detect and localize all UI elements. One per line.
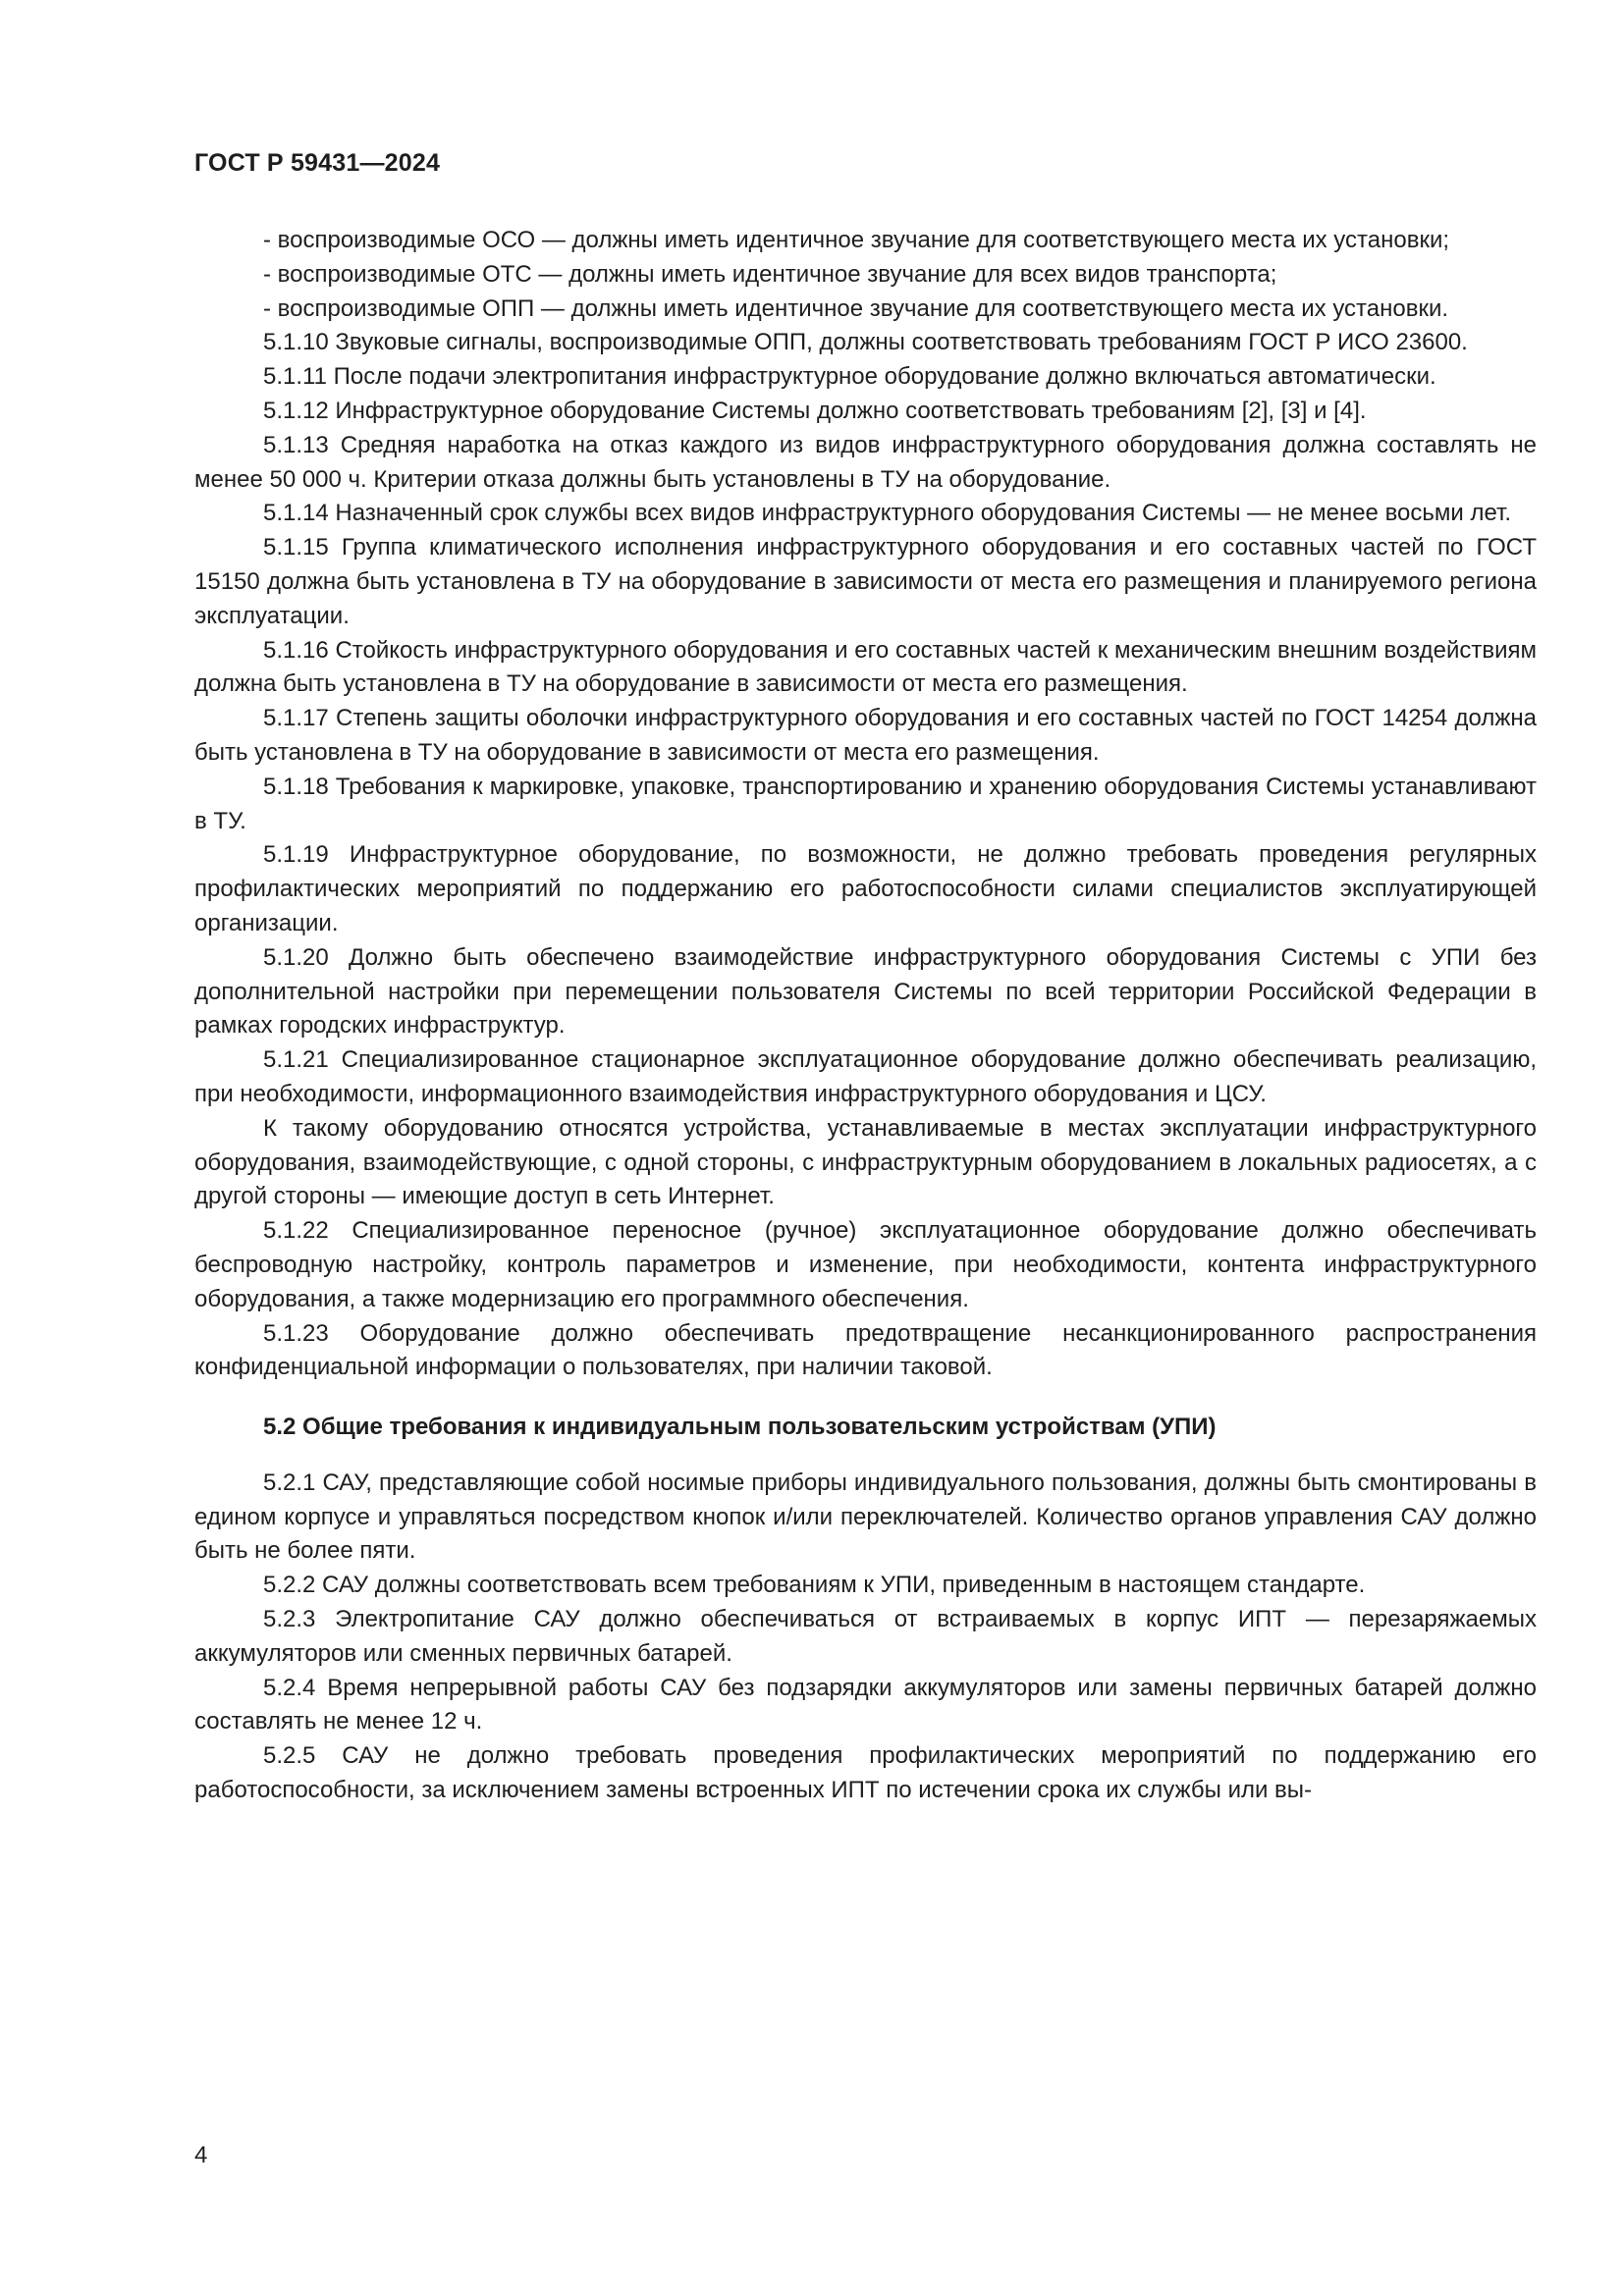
clause-5-1-22: 5.1.22 Специализированное переносное (ручное) эксплуатационное оборудование должно обеспечивать беспроводную настройку, контроль параметров и изменение, при необходимости, контента инфраструктурного оборудования, а также модернизацию его программного обеспечения. <box>194 1217 1537 1312</box>
clause-5-1-11: 5.1.11 После подачи электропитания инфраструктурное оборудование должно включаться автоматически. <box>263 363 1436 391</box>
paragraph: - воспроизводимые ОПП — должны иметь идентичное звучание для соответствующего места их установки. <box>263 294 1449 322</box>
paragraph: К такому оборудованию относятся устройства, устанавливаемые в местах эксплуатации инфраструктурного оборудования, взаимодействующие, с одной стороны, с инфраструктурным оборудованием в локальных радиосетях, а с другой стороны — имеющие доступ в сеть Интернет. <box>194 1114 1537 1210</box>
clause-5-1-13: 5.1.13 Средняя наработка на отказ каждого из видов инфраструктурного оборудования должна составлять не менее 50 000 ч. Критерии отказа должны быть установлены в ТУ на оборудование. <box>194 431 1537 493</box>
clause-5-2-5: 5.2.5 САУ не должно требовать проведения профилактических мероприятий по поддержанию его работоспособности, за исключением замены встроенных ИПТ по истечении срока их службы или вы- <box>194 1742 1537 1804</box>
clause-5-1-12: 5.1.12 Инфраструктурное оборудование Системы должно соответствовать требованиям [2], [3] и [4]. <box>263 397 1367 424</box>
clause-5-2-2: 5.2.2 САУ должны соответствовать всем требованиям к УПИ, приведенным в настоящем стандарте. <box>263 1572 1366 1599</box>
clause-5-1-15: 5.1.15 Группа климатического исполнения инфраструктурного оборудования и его составных частей по ГОСТ 15150 должна быть установлена в ТУ на оборудование в зависимости от места его размещения и планируемого региона эксплуатации. <box>194 534 1537 629</box>
section-heading: 5.2 Общие требования к индивидуальным пользовательским устройствам (УПИ) <box>263 1414 1217 1441</box>
clause-5-2-3: 5.2.3 Электропитание САУ должно обеспечиваться от встраиваемых в корпус ИПТ — перезаряжаемых аккумуляторов или сменных первичных батарей. <box>194 1606 1537 1667</box>
clause-5-1-16: 5.1.16 Стойкость инфраструктурного оборудования и его составных частей к механическим внешним воздействиям должна быть установлена в ТУ на оборудование в зависимости от места его размещения. <box>194 636 1537 698</box>
clause-5-1-23: 5.1.23 Оборудование должно обеспечивать предотвращение несанкционированного распространения конфиденциальной информации о пользователях, при наличии таковой. <box>194 1319 1537 1381</box>
clause-5-1-21: 5.1.21 Специализированное стационарное эксплуатационное оборудование должно обеспечивать реализацию, при необходимости, информационного взаимодействия инфраструктурного оборудования и ЦСУ. <box>194 1046 1537 1107</box>
clause-5-1-20: 5.1.20 Должно быть обеспечено взаимодействие инфраструктурного оборудования Системы с УПИ без дополнительной настройки при перемещении пользователя Системы по всей территории Российской Федерации в рамках городских инфраструктур. <box>194 943 1537 1040</box>
clause-5-1-19: 5.1.19 Инфраструктурное оборудование, по возможности, не должно требовать проведения регулярных профилактических мероприятий по поддержанию его работоспособности силами специалистов эксплуатирующей организации. <box>194 841 1537 936</box>
clause-5-2-4: 5.2.4 Время непрерывной работы САУ без подзарядки аккумуляторов или замены первичных батарей должно составлять не менее 12 ч. <box>194 1674 1537 1735</box>
clause-5-1-18: 5.1.18 Требования к маркировке, упаковке, транспортированию и хранению оборудования Системы устанавливают в ТУ. <box>194 773 1537 834</box>
paragraph: - воспроизводимые ОТС — должны иметь идентичное звучание для всех видов транспорта; <box>263 260 1277 288</box>
document-code: ГОСТ Р 59431—2024 <box>194 149 441 177</box>
page-number: 4 <box>194 2142 208 2168</box>
clause-5-1-10: 5.1.10 Звуковые сигналы, воспроизводимые ОПП, должны соответствовать требованиям ГОСТ Р ИСО 23600. <box>263 329 1468 356</box>
clause-5-1-14: 5.1.14 Назначенный срок службы всех видов инфраструктурного оборудования Системы — не менее восьми лет. <box>263 500 1512 527</box>
document-body <box>194 224 1537 1808</box>
paragraph: - воспроизводимые ОСО — должны иметь идентичное звучание для соответствующего места их установки; <box>263 227 1450 253</box>
clause-5-1-17: 5.1.17 Степень защиты оболочки инфраструктурного оборудования и его составных частей по ГОСТ 14254 должна быть установлена в ТУ на оборудование в зависимости от места его размещения. <box>194 705 1537 766</box>
clause-5-2-1: 5.2.1 САУ, представляющие собой носимые приборы индивидуального пользования, должны быть смонтированы в едином корпусе и управляться посредством кнопок и/или переключателей. Количество органов управления САУ должно быть не более пяти. <box>194 1468 1537 1565</box>
